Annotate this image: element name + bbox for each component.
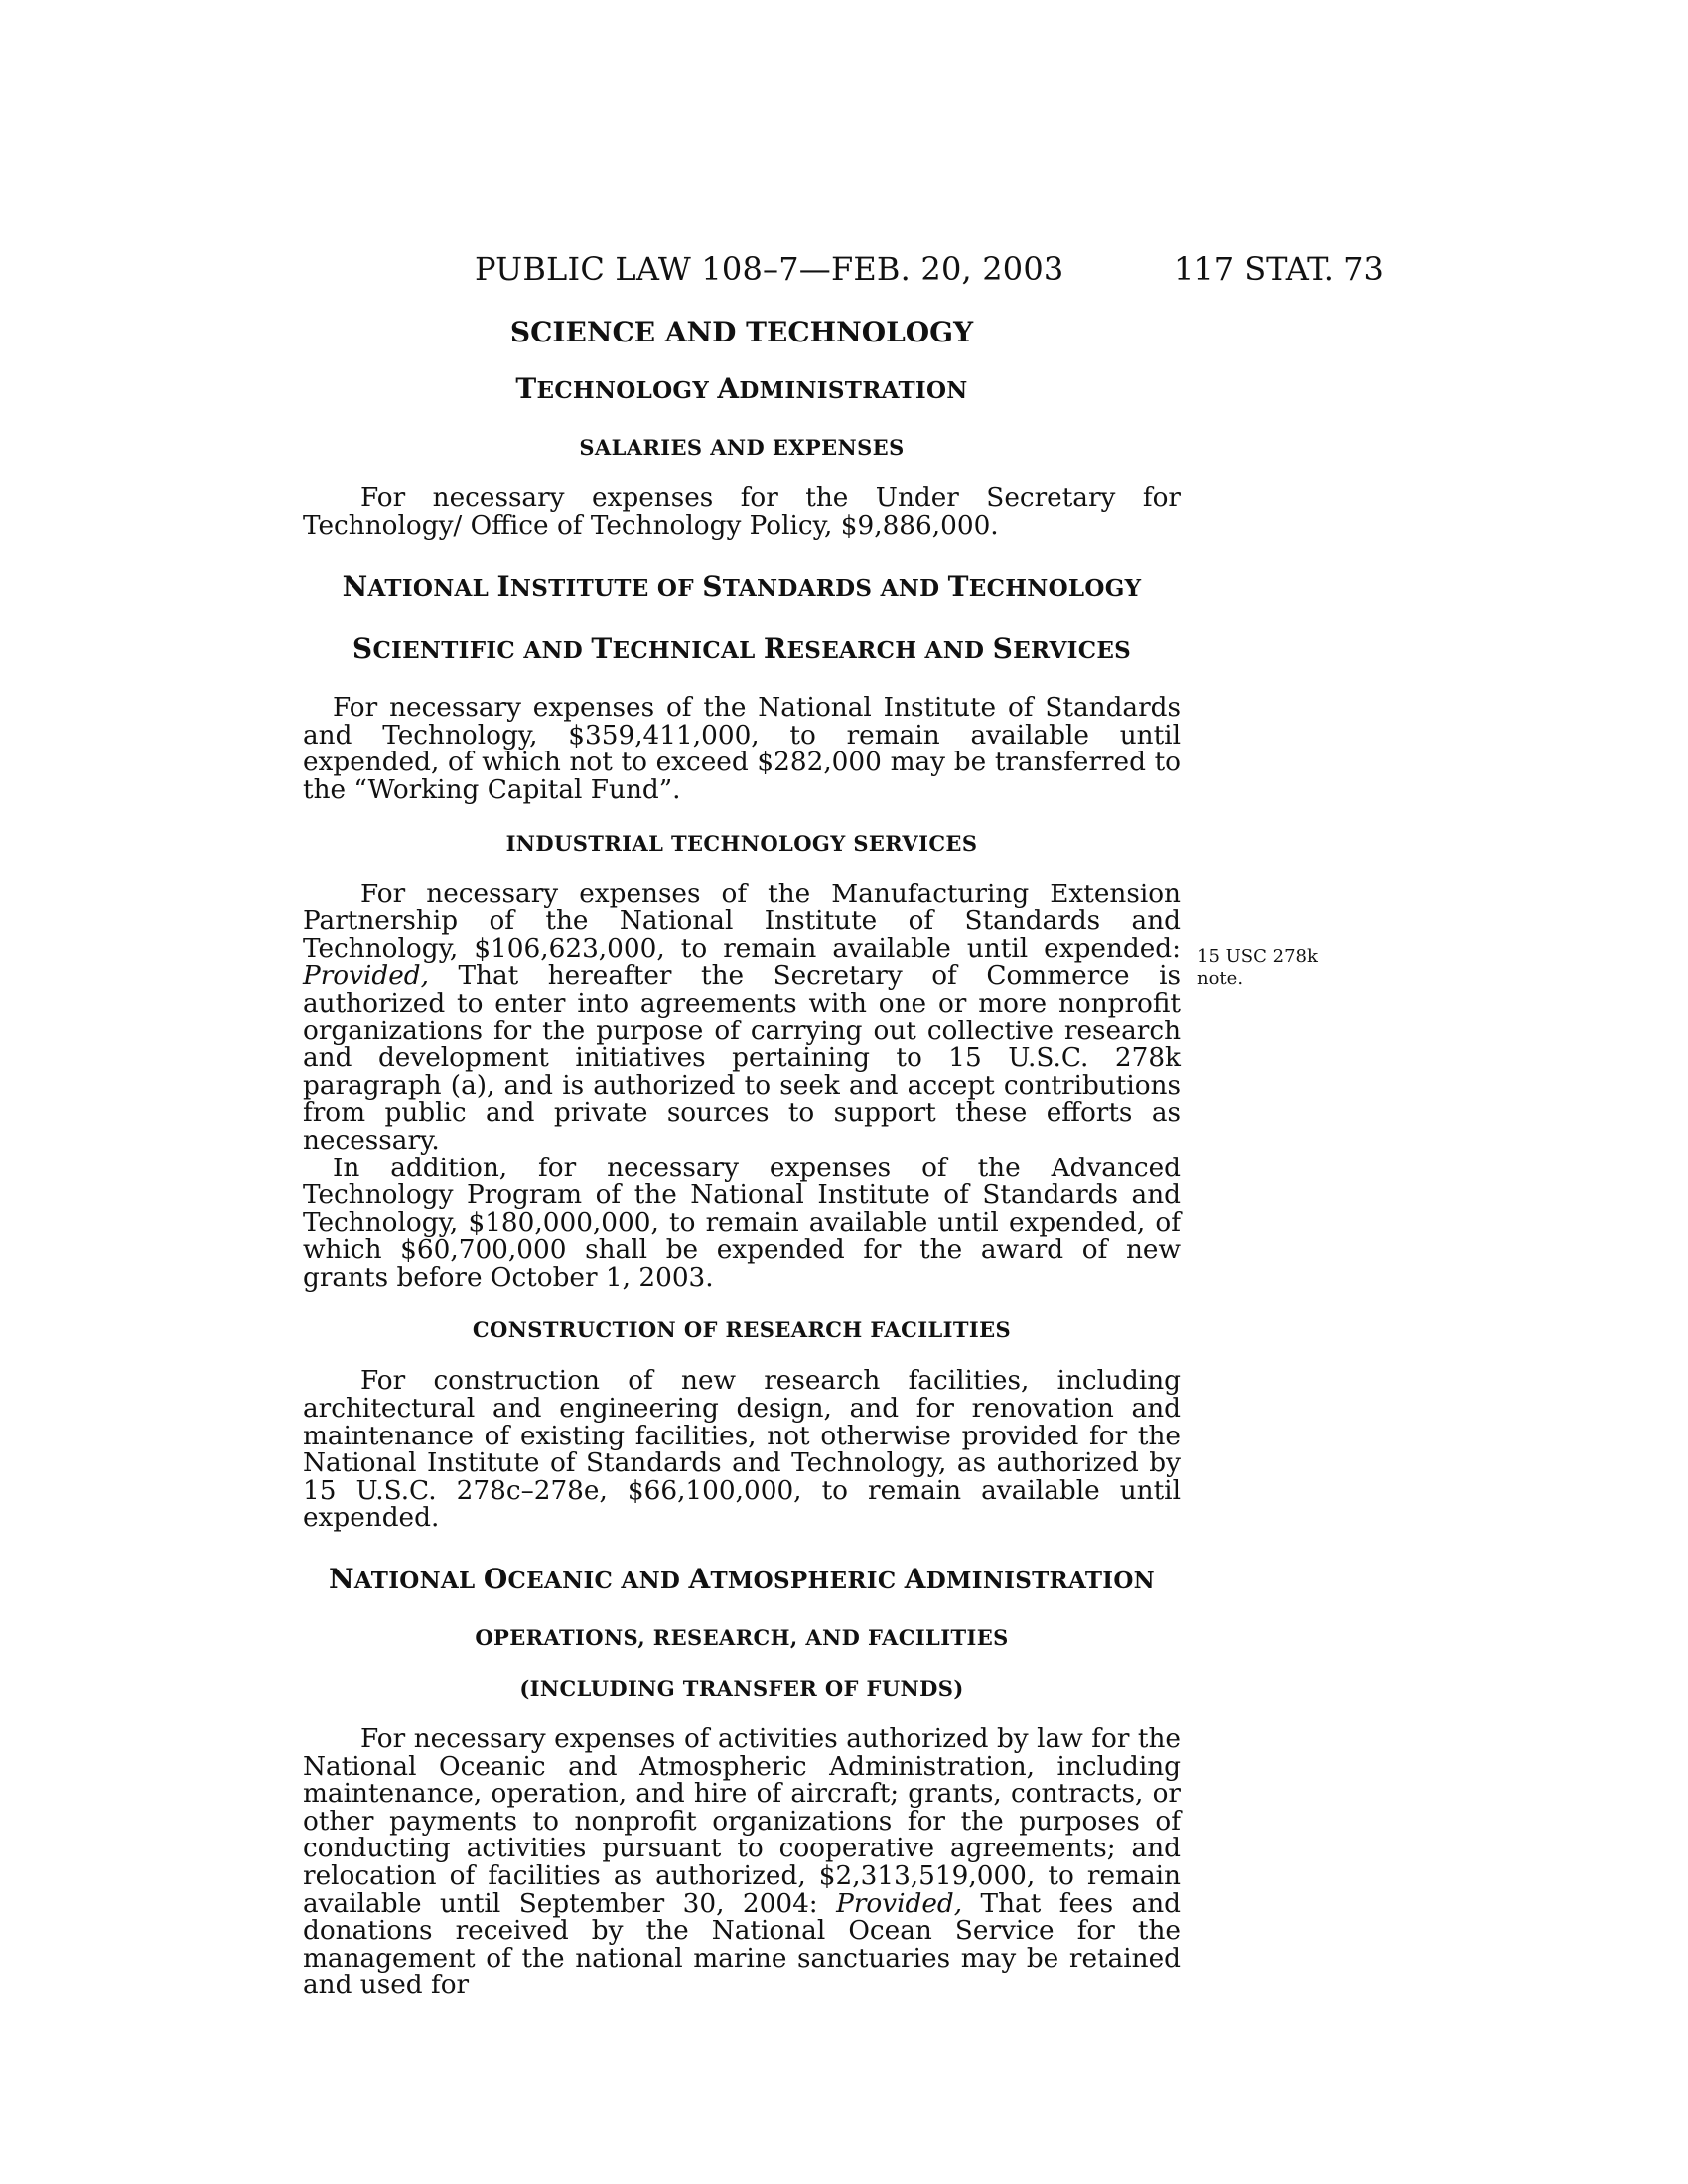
- paragraph-nist-str-services: For necessary expenses of the National Institute of Standards and Technology, $359,411,000, to remain available until expended, of which not to exceed $282,000 may be transferred to the “Working Capital Fund”.: [303, 693, 1181, 805]
- paragraph-advanced-technology-program: In addition, for necessary expenses of the Advanced Technology Program of the National Institute of Standards and Technology, $180,000,000, to remain available until expended, of which $60,700,000 shall be expended for the award of new grants before October 1, 2003.: [303, 1153, 1181, 1293]
- provided-italic-noaa: Provided,: [836, 1888, 963, 1919]
- heading-industrial-technology-services: INDUSTRIAL TECHNOLOGY SERVICES: [505, 830, 978, 856]
- paragraph-noaa-operations: For necessary expenses of activities authorized by law for the National Oceanic and Atmospheric Administration, including maintenance, operation, and hire of aircraft; grants, contracts, or other payments to nonprofit organizations for the purposes of conducting activities pursuant to cooperative agreements; and relocation of facilities as authorized, $2,313,519,000, to remain available until September 30, 2004: Provided, That fees and donations received by the National Ocean Service for the management of the national marine sanctuaries may be retained and used for: [303, 1724, 1181, 2001]
- document-body: [303, 316, 1181, 2000]
- running-head: PUBLIC LAW 108–7—FEB. 20, 2003: [475, 250, 1064, 288]
- margin-note-line-2: note.: [1197, 968, 1244, 989]
- paragraph-industrial-technology-services: For necessary expenses of the Manufacturing Extension Partnership of the National Institute of Standards and Technology, $106,623,000, to remain available until expended: Provided, That hereafter the Secretary of Commerce is authorized to enter into agreements with one or more nonprofit organizations for the purpose of carrying out collective research and development initiatives pertaining to 15 U.S.C. 278k paragraph (a), and is authorized to seek and accept contributions from public and private sources to support these efforts as necessary.: [303, 879, 1181, 1156]
- paragraph-construction-research-facilities: For construction of new research facilities, including architectural and engineering design, and for renovation and maintenance of existing facilities, not otherwise provided for the National Institute of Standards and Technology, as authorized by 15 U.S.C. 278c–278e, $66,100,000, to remain available until expended.: [303, 1366, 1181, 1534]
- margin-note-line-1: 15 USC 278k: [1197, 946, 1318, 967]
- title-science-and-technology: SCIENCE AND TECHNOLOGY: [509, 316, 974, 348]
- heading-noaa: NATIONAL OCEANIC AND ATMOSPHERIC ADMINISTRATION: [328, 1563, 1155, 1596]
- heading-technology-administration: TECHNOLOGY ADMINISTRATION: [515, 372, 968, 405]
- provided-italic: Provided,: [303, 961, 429, 992]
- margin-note-usc: [1197, 946, 1318, 990]
- heading-operations-research-facilities: OPERATIONS, RESEARCH, AND FACILITIES: [475, 1625, 1009, 1651]
- heading-scientific-technical-research-services: SCIENTIFIC AND TECHNICAL RESEARCH AND SERVICES: [352, 632, 1132, 666]
- heading-nist: NATIONAL INSTITUTE OF STANDARDS AND TECHNOLOGY: [342, 570, 1142, 604]
- subheading-including-transfer-of-funds: (INCLUDING TRANSFER OF FUNDS): [519, 1676, 964, 1702]
- statute-citation: 117 STAT. 73: [1174, 250, 1384, 288]
- paragraph-salaries-expenses: For necessary expenses for the Under Secretary for Technology/ Office of Technology Policy, $9,886,000.: [303, 483, 1181, 541]
- heading-construction-of-research-facilities: CONSTRUCTION OF RESEARCH FACILITIES: [472, 1317, 1012, 1343]
- heading-salaries-and-expenses: SALARIES AND EXPENSES: [579, 435, 905, 460]
